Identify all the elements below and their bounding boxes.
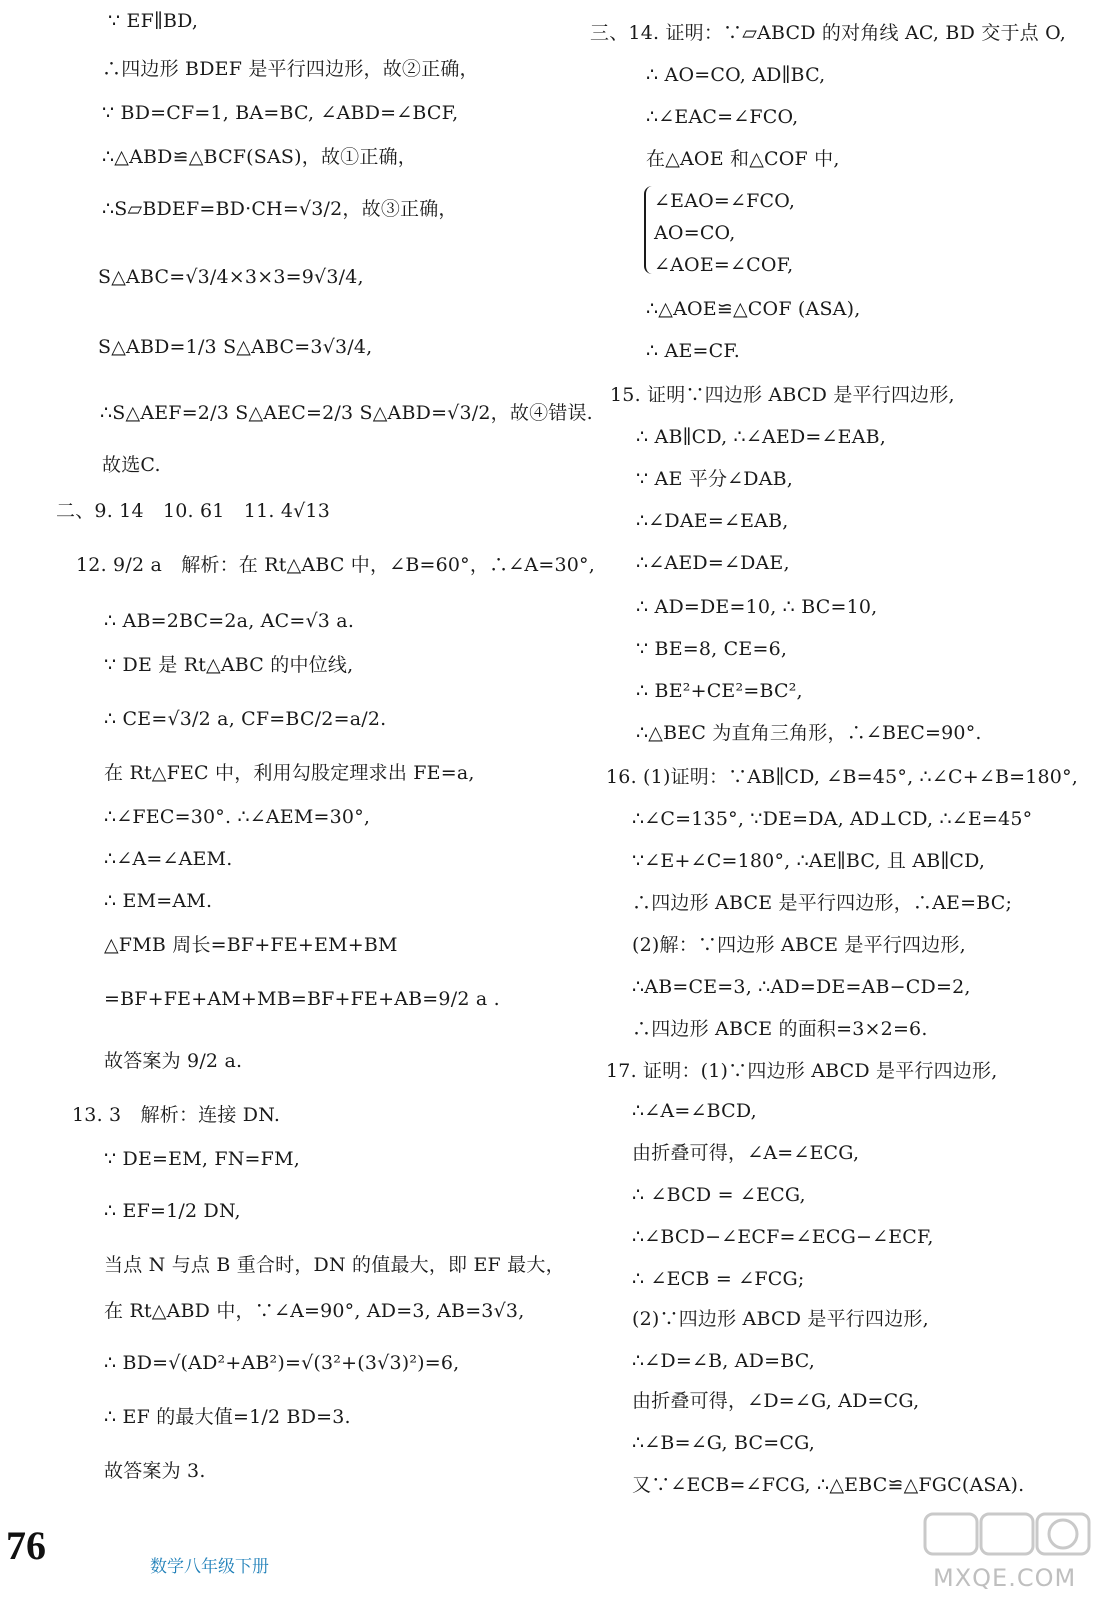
text-line: ∴ AB=2BC=2a, AC=√3 a. [104,610,355,632]
text-line: ∴S▱BDEF=BD·CH=√3/2，故③正确， [102,198,458,220]
text-line: ∴ ∠BCD = ∠ECG, [632,1184,806,1206]
text-line: ∴∠EAC=∠FCO, [646,106,799,128]
text-line: △FMB 周长=BF+FE+EM+BM [104,934,398,956]
text-line: ∴∠BCD−∠ECF=∠ECG−∠ECF, [632,1226,934,1248]
text-line: ∴四边形 ABCE 的面积=3×2=6. [632,1018,928,1040]
text-line: 15. 证明∵四边形 ABCD 是平行四边形, [610,384,955,406]
text-line: ∴∠FEC=30°. ∴∠AEM=30°, [104,806,371,828]
text-line: 13. 3 解析：连接 DN. [72,1104,281,1126]
text-line: ∴∠A=∠BCD, [632,1100,757,1122]
text-line: ∴∠A=∠AEM. [104,848,233,870]
text-line: ∴∠C=135°, ∵DE=DA, AD⊥CD, ∴∠E=45° [632,808,1033,830]
equation-brace [644,186,654,274]
watermark-text: MXQE.COM [933,1564,1077,1592]
footer-title: 数学八年级下册 [150,1557,269,1577]
text-line: 在△AOE 和△COF 中, [646,148,840,170]
text-line: ∴∠DAE=∠EAB, [636,510,789,532]
text-line: ∴∠AED=∠DAE, [636,552,790,574]
text-line: ∵ BD=CF=1, BA=BC, ∠ABD=∠BCF, [102,102,459,124]
text-line: 12. 9/2 a 解析：在 Rt△ABC 中，∠B=60°，∴∠A=30°, [76,554,595,576]
page-number: 76 [6,1523,46,1568]
text-line: 故选C. [102,454,161,476]
text-line: ∴ AD=DE=10, ∴ BC=10, [636,596,878,618]
text-line: S△ABC=√3/4×3×3=9√3/4, [98,266,364,288]
text-line: 17. 证明：(1)∵四边形 ABCD 是平行四边形, [606,1060,998,1082]
text-line: ∵ BE=8, CE=6, [636,638,788,660]
text-line: AO=CO, [654,222,736,244]
text-line: 由折叠可得，∠D=∠G, AD=CG, [632,1390,920,1412]
text-line: ∴四边形 BDEF 是平行四边形，故②正确， [102,58,479,80]
text-line: ∴ AB∥CD, ∴∠AED=∠EAB, [636,426,887,448]
text-line: ∴ ∠ECB = ∠FCG; [632,1268,805,1290]
text-line: ∵ AE 平分∠DAB, [636,468,794,490]
text-line: ∠AOE=∠COF, [654,254,794,276]
text-line: ∴△AOE≌△COF (ASA), [646,298,861,320]
text-line: (2)∵四边形 ABCD 是平行四边形, [632,1308,929,1330]
text-line: 由折叠可得，∠A=∠ECG, [632,1142,860,1164]
text-line: ∴ BD=√(AD²+AB²)=√(3²+(3√3)²)=6, [104,1352,460,1374]
text-line: ∴ AE=CF. [646,340,741,362]
text-line: ∴AB=CE=3, ∴AD=DE=AB−CD=2, [632,976,971,998]
text-line: 又∵∠ECB=∠FCG, ∴△EBC≌△FGC(ASA). [632,1474,1025,1496]
text-line: ∴四边形 ABCE 是平行四边形，∴AE=BC; [632,892,1013,914]
text-line: S△ABD=1/3 S△ABC=3√3/4, [98,336,373,358]
text-line: ∠EAO=∠FCO, [654,190,796,212]
text-line: 16. (1)证明：∵AB∥CD, ∠B=45°, ∴∠C+∠B=180°, [606,766,1079,788]
text-line: ∴ EF 的最大值=1/2 BD=3. [104,1406,351,1428]
text-line: 故答案为 3. [104,1460,206,1482]
watermark-logo [915,1508,1115,1600]
text-line: ∴ EF=1/2 DN, [104,1200,241,1222]
text-line: ∴ BE²+CE²=BC², [636,680,803,702]
text-line: 在 Rt△ABD 中，∵∠A=90°, AD=3, AB=3√3, [104,1300,525,1322]
text-line: ∴△BEC 为直角三角形，∴∠BEC=90°. [636,722,982,744]
text-line: ∴ CE=√3/2 a, CF=BC/2=a/2. [104,708,387,730]
text-line: ∴S△AEF=2/3 S△AEC=2/3 S△ABD=√3/2，故④错误. [100,402,593,424]
text-line: ∴△ABD≌△BCF(SAS)，故①正确， [102,146,417,168]
text-line: ∵ EF∥BD, [108,10,199,32]
text-line: ∴ AO=CO, AD∥BC, [646,64,826,86]
text-line: ∵ DE 是 Rt△ABC 的中位线, [104,654,354,676]
text-line: ∴∠D=∠B, AD=BC, [632,1350,816,1372]
text-line: ∵∠E+∠C=180°, ∴AE∥BC, 且 AB∥CD, [632,850,986,872]
text-line: 当点 N 与点 B 重合时，DN 的值最大，即 EF 最大， [104,1254,565,1276]
text-line: 三、14. 证明：∵▱ABCD 的对角线 AC, BD 交于点 O, [590,22,1066,44]
text-line: ∴ EM=AM. [104,890,213,912]
text-line: 在 Rt△FEC 中，利用勾股定理求出 FE=a, [104,762,475,784]
text-line: ∵ DE=EM, FN=FM, [104,1148,300,1170]
text-line: 二、9. 14 10. 61 11. 4√13 [56,500,331,522]
text-line: =BF+FE+AM+MB=BF+FE+AB=9/2 a . [104,988,500,1010]
text-line: ∴∠B=∠G, BC=CG, [632,1432,816,1454]
text-line: 故答案为 9/2 a. [104,1050,243,1072]
text-line: (2)解：∵四边形 ABCE 是平行四边形, [632,934,966,956]
